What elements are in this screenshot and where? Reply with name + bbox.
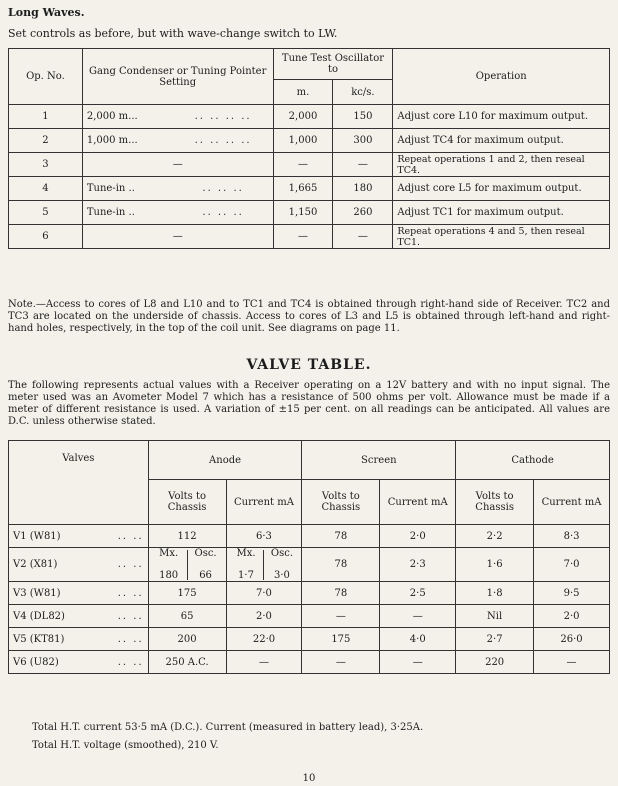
alignment-table [8, 48, 610, 249]
cathode-current: — [534, 651, 610, 674]
table-row [9, 201, 610, 225]
table-row [9, 153, 610, 177]
header-valves: Valves [9, 441, 149, 525]
anode-volts: 112 [148, 525, 226, 548]
table-row [9, 628, 610, 651]
table-row [9, 605, 610, 628]
oscillator-kcs: — [333, 153, 393, 177]
header-anode: Anode [148, 441, 302, 480]
header-anode-volts: Volts to Chassis [148, 480, 226, 525]
oscillator-m: 1,665 [273, 177, 333, 201]
header-m: m. [273, 80, 333, 105]
operation-text: Repeat operations 4 and 5, then reseal TC1. [393, 225, 610, 249]
header-cathode: Cathode [456, 441, 610, 480]
screen-current: 4·0 [380, 628, 456, 651]
header-op-no: Op. No. [9, 49, 83, 105]
table-row [9, 582, 610, 605]
screen-current: 2·0 [380, 525, 456, 548]
operation-text: Adjust TC1 for maximum output. [393, 201, 610, 225]
cathode-current: 9·5 [534, 582, 610, 605]
tuning-setting: 2,000 m... .. .. .. .. [82, 105, 273, 129]
cathode-volts: Nil [456, 605, 534, 628]
screen-volts: 78 [302, 525, 380, 548]
op-number: 1 [9, 105, 83, 129]
cathode-volts: 2·7 [456, 628, 534, 651]
tuning-setting: 1,000 m... .. .. .. .. [82, 129, 273, 153]
screen-volts: 78 [302, 582, 380, 605]
cathode-current: 7·0 [534, 548, 610, 582]
tuning-setting: Tune-in .. .. .. .. [82, 177, 273, 201]
screen-current: — [380, 605, 456, 628]
anode-volts: 250 A.C. [148, 651, 226, 674]
valve-name: V4 (DL82) .. .. [9, 605, 149, 628]
oscillator-kcs: — [333, 225, 393, 249]
header-cathode-volts: Volts to Chassis [456, 480, 534, 525]
cathode-volts: 2·2 [456, 525, 534, 548]
table-row [9, 129, 610, 153]
anode-volts: 65 [148, 605, 226, 628]
valve-name: V1 (W81) .. .. [9, 525, 149, 548]
table-row [9, 548, 610, 582]
anode-volts-split: Mx. 180 Osc. 66 [148, 548, 226, 582]
op-number: 6 [9, 225, 83, 249]
cathode-volts: 1·6 [456, 548, 534, 582]
op-number: 2 [9, 129, 83, 153]
table-row [9, 105, 610, 129]
section-heading-long-waves: Long Waves. [8, 6, 85, 19]
access-note: Note.—Access to cores of L8 and L10 and to TC1 and TC4 is obtained through right-hand side of Receiver. TC2 and TC3 are located on the underside of chassis. Access to cores of L3 and L5 is obtained through left-hand and right-hand holes, respectively, in the top of the coil unit. See diagrams on page 11. [8, 299, 610, 334]
screen-volts: 175 [302, 628, 380, 651]
valve-table [8, 440, 610, 674]
tuning-setting: Tune-in .. .. .. .. [82, 201, 273, 225]
cathode-current: 2·0 [534, 605, 610, 628]
header-screen: Screen [302, 441, 456, 480]
table-row [9, 177, 610, 201]
total-ht-voltage: Total H.T. voltage (smoothed), 210 V. [32, 740, 219, 751]
table-row [9, 651, 610, 674]
oscillator-kcs: 180 [333, 177, 393, 201]
oscillator-m: 1,150 [273, 201, 333, 225]
header-gang-condenser: Gang Condenser or Tuning Pointer Setting [82, 49, 273, 105]
anode-current-split: Mx. 1·7 Osc. 3·0 [226, 548, 302, 582]
operation-text: Adjust TC4 for maximum output. [393, 129, 610, 153]
operation-text: Repeat operations 1 and 2, then reseal TC4. [393, 153, 610, 177]
oscillator-kcs: 300 [333, 129, 393, 153]
long-waves-intro: Set controls as before, but with wave-change switch to LW. [8, 27, 338, 40]
tuning-setting: — [82, 153, 273, 177]
oscillator-m: 1,000 [273, 129, 333, 153]
valve-table-intro: The following represents actual values with a Receiver operating on a 12V battery and with no input signal. The meter used was an Avometer Model 7 which has a resistance of 500 ohms per volt. Allowance must be made if a meter of different resistance is used. A variation of ±15 per cent. on all readings can be anticipated. All values are D.C. unless otherwise stated. [8, 380, 610, 427]
tuning-setting: — [82, 225, 273, 249]
valve-name: V2 (X81) .. .. [9, 548, 149, 582]
cathode-current: 8·3 [534, 525, 610, 548]
page-number: 10 [302, 773, 316, 784]
screen-current: 2·5 [380, 582, 456, 605]
valve-name: V6 (U82) .. .. [9, 651, 149, 674]
cathode-current: 26·0 [534, 628, 610, 651]
oscillator-m: — [273, 225, 333, 249]
oscillator-kcs: 260 [333, 201, 393, 225]
total-ht-current: Total H.T. current 53·5 mA (D.C.). Current (measured in battery lead), 3·25A. [32, 722, 424, 733]
anode-volts: 200 [148, 628, 226, 651]
oscillator-m: 2,000 [273, 105, 333, 129]
header-screen-current: Current mA [380, 480, 456, 525]
screen-volts: — [302, 651, 380, 674]
valve-name: V5 (KT81) .. .. [9, 628, 149, 651]
header-kcs: kc/s. [333, 80, 393, 105]
op-number: 5 [9, 201, 83, 225]
header-cathode-current: Current mA [534, 480, 610, 525]
oscillator-kcs: 150 [333, 105, 393, 129]
header-tune-oscillator: Tune Test Oscillator to [273, 49, 393, 80]
op-number: 4 [9, 177, 83, 201]
anode-current: — [226, 651, 302, 674]
header-anode-current: Current mA [226, 480, 302, 525]
oscillator-m: — [273, 153, 333, 177]
screen-current: 2·3 [380, 548, 456, 582]
anode-current: 7·0 [226, 582, 302, 605]
screen-current: — [380, 651, 456, 674]
anode-current: 6·3 [226, 525, 302, 548]
header-screen-volts: Volts to Chassis [302, 480, 380, 525]
anode-current: 22·0 [226, 628, 302, 651]
valve-name: V3 (W81) .. .. [9, 582, 149, 605]
anode-current: 2·0 [226, 605, 302, 628]
table-row [9, 225, 610, 249]
screen-volts: — [302, 605, 380, 628]
op-number: 3 [9, 153, 83, 177]
header-operation: Operation [393, 49, 610, 105]
table-row [9, 525, 610, 548]
anode-volts: 175 [148, 582, 226, 605]
cathode-volts: 220 [456, 651, 534, 674]
screen-volts: 78 [302, 548, 380, 582]
cathode-volts: 1·8 [456, 582, 534, 605]
valve-table-title: VALVE TABLE. [246, 357, 372, 373]
operation-text: Adjust core L10 for maximum output. [393, 105, 610, 129]
operation-text: Adjust core L5 for maximum output. [393, 177, 610, 201]
